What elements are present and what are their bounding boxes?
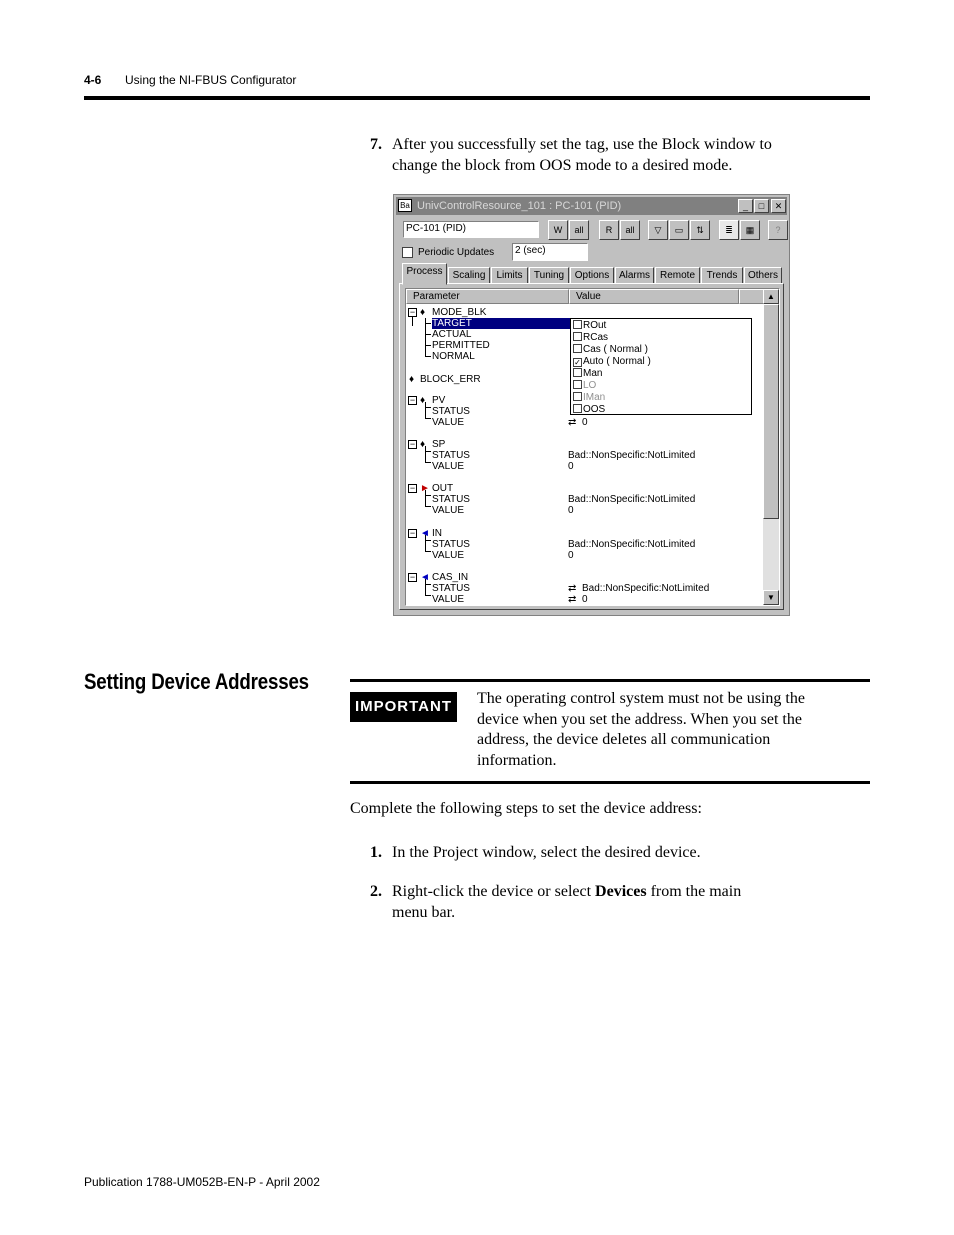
publication-footer: Publication 1788-UM052B-EN-P - April 2002 bbox=[84, 1175, 320, 1189]
pv-icon: ♦ bbox=[420, 395, 426, 406]
tree-branch bbox=[425, 579, 431, 596]
param-row[interactable]: NORMAL bbox=[432, 351, 475, 362]
tab-options[interactable]: Options bbox=[570, 267, 614, 284]
param-row-selected[interactable]: TARGET bbox=[432, 318, 571, 329]
important-text bbox=[477, 689, 869, 771]
value-cell[interactable]: Bad::NonSpecific:NotLimited bbox=[568, 539, 696, 550]
mode-target-dropdown[interactable] bbox=[570, 318, 752, 415]
sp-icon: ♦ bbox=[420, 439, 426, 450]
mode-option-cas[interactable] bbox=[573, 344, 648, 355]
app-icon: Ba bbox=[398, 199, 412, 212]
step-text: In the Project window, select the desired device. bbox=[392, 844, 701, 861]
periodic-interval-value: 2 (sec) bbox=[515, 245, 546, 256]
param-row[interactable]: STATUS bbox=[432, 583, 470, 594]
tree-branch bbox=[425, 346, 431, 357]
periodic-updates-label: Periodic Updates bbox=[418, 247, 495, 258]
mode-option-iman bbox=[573, 392, 605, 403]
tab-tuning[interactable]: Tuning bbox=[529, 267, 569, 284]
important-line: device when you set the address. When you set the bbox=[477, 710, 802, 728]
list-view-icon[interactable]: ≣ bbox=[719, 220, 739, 240]
tab-scaling[interactable]: Scaling bbox=[448, 267, 490, 284]
param-row[interactable]: STATUS bbox=[432, 450, 470, 461]
collapse-icon[interactable]: − bbox=[409, 307, 416, 317]
sort-icon[interactable]: ⇅ bbox=[690, 220, 710, 240]
tree-branch bbox=[425, 446, 431, 463]
step-text-line-2: change the block from OOS mode to a desired mode. bbox=[392, 157, 733, 174]
mode-option-label: IMan bbox=[583, 392, 606, 403]
important-badge: IMPORTANT bbox=[350, 692, 457, 722]
column-header-value[interactable]: Value bbox=[569, 289, 739, 304]
tab-remote[interactable]: Remote bbox=[655, 267, 700, 284]
tree-branch bbox=[425, 402, 431, 419]
value-cell[interactable]: Bad::NonSpecific:NotLimited bbox=[568, 494, 696, 505]
value-cell[interactable]: 0 bbox=[582, 594, 588, 605]
param-row[interactable]: IN bbox=[432, 528, 442, 539]
step-text-pre: Right-click the device or select bbox=[392, 883, 596, 900]
step-number: 7. bbox=[370, 136, 382, 153]
param-row[interactable]: MODE_BLK bbox=[432, 307, 487, 318]
tab-process[interactable]: Process bbox=[402, 263, 447, 285]
refresh-icon: ⇄ bbox=[568, 583, 577, 594]
mode-option-lo bbox=[573, 380, 596, 391]
param-row[interactable]: VALUE bbox=[432, 417, 465, 428]
mode-option-label: Cas ( Normal ) bbox=[583, 344, 649, 355]
important-line: The operating control system must not be using the bbox=[477, 690, 805, 707]
mode-option-man[interactable] bbox=[573, 368, 602, 379]
step-text-post: from the main bbox=[646, 883, 742, 900]
devices-menu-term: Devices bbox=[595, 883, 647, 900]
checkbox-icon[interactable] bbox=[573, 332, 582, 341]
scroll-down-icon[interactable]: ▼ bbox=[763, 590, 779, 605]
header-rule bbox=[84, 96, 870, 100]
param-row[interactable]: VALUE bbox=[432, 594, 465, 605]
tab-alarms[interactable]: Alarms bbox=[615, 267, 654, 284]
step-number: 2. bbox=[370, 883, 382, 900]
minimize-button[interactable]: _ bbox=[738, 199, 753, 213]
collapse-icon[interactable]: − bbox=[409, 395, 416, 405]
scroll-up-icon[interactable]: ▲ bbox=[763, 289, 779, 304]
value-cell[interactable]: 0 bbox=[568, 550, 574, 561]
mode-option-rout[interactable] bbox=[573, 320, 606, 331]
value-cell[interactable]: Bad::NonSpecific:NotLimited bbox=[582, 583, 710, 594]
column-header-parameter[interactable]: Parameter bbox=[406, 289, 569, 304]
tab-limits[interactable]: Limits bbox=[491, 267, 528, 284]
param-row[interactable]: BLOCK_ERR bbox=[420, 374, 481, 385]
value-cell[interactable]: 0 bbox=[568, 461, 574, 472]
param-row[interactable]: OUT bbox=[432, 483, 454, 494]
step-text-line-1: After you successfully set the tag, use the Block window to bbox=[392, 136, 772, 153]
section-title: Using the NI-FBUS Configurator bbox=[125, 73, 297, 87]
param-row[interactable]: CAS_IN bbox=[432, 572, 469, 583]
read-all-icon[interactable]: all bbox=[620, 220, 640, 240]
collapse-icon[interactable]: − bbox=[409, 528, 416, 538]
mode-option-label: RCas bbox=[583, 332, 609, 343]
step-number: 1. bbox=[370, 844, 382, 861]
step-7 bbox=[370, 134, 840, 178]
value-cell[interactable]: 0 bbox=[582, 417, 588, 428]
block-name-field[interactable]: PC-101 (PID) bbox=[403, 221, 539, 238]
block-err-icon: ♦ bbox=[409, 374, 415, 385]
param-row[interactable]: SP bbox=[432, 439, 446, 450]
mode-option-label: Auto ( Normal ) bbox=[583, 356, 651, 367]
important-line: address, the device deletes all communication bbox=[477, 731, 771, 748]
scroll-thumb[interactable] bbox=[763, 304, 779, 519]
param-row[interactable]: PERMITTED bbox=[432, 340, 490, 351]
output-arrow-icon: ► bbox=[420, 483, 430, 494]
mode-blk-icon: ♦ bbox=[420, 307, 426, 318]
step-text-line-1 bbox=[392, 881, 741, 902]
open-folder-icon[interactable]: ▭ bbox=[669, 220, 689, 240]
filter-icon[interactable]: ▽ bbox=[648, 220, 668, 240]
tree-branch bbox=[425, 490, 431, 507]
mode-option-rcas[interactable] bbox=[573, 332, 608, 343]
running-header bbox=[84, 73, 297, 87]
periodic-updates-checkbox[interactable] bbox=[402, 247, 413, 258]
important-top-rule bbox=[350, 679, 870, 682]
tab-trends[interactable]: Trends bbox=[701, 267, 743, 284]
column-header-blank bbox=[739, 289, 765, 304]
checkbox-icon bbox=[573, 380, 582, 389]
mode-option-label: ROut bbox=[583, 320, 607, 331]
maximize-button[interactable]: □ bbox=[754, 199, 769, 213]
intro-paragraph: Complete the following steps to set the device address: bbox=[350, 800, 702, 817]
checkbox-icon[interactable] bbox=[573, 368, 582, 377]
value-cell[interactable]: 0 bbox=[568, 505, 574, 516]
parameter-grid bbox=[405, 288, 780, 606]
checkmark-icon[interactable]: ✓ bbox=[574, 358, 581, 367]
input-arrow-icon: ◄ bbox=[420, 572, 430, 583]
input-arrow-icon: ◄ bbox=[420, 528, 430, 539]
refresh-icon: ⇄ bbox=[568, 417, 577, 428]
tab-others[interactable]: Others bbox=[744, 267, 782, 284]
value-cell[interactable]: Bad::NonSpecific:NotLimited bbox=[568, 450, 696, 461]
read-icon[interactable]: R bbox=[599, 220, 619, 240]
checkbox-icon[interactable] bbox=[573, 320, 582, 329]
close-button[interactable]: ✕ bbox=[771, 199, 786, 213]
step-text-line-2: menu bar. bbox=[392, 904, 456, 921]
important-line: information. bbox=[477, 751, 557, 769]
collapse-icon[interactable]: − bbox=[409, 439, 416, 449]
tree-branch bbox=[425, 329, 431, 335]
checkbox-icon[interactable] bbox=[573, 404, 582, 413]
param-row[interactable]: ACTUAL bbox=[432, 329, 472, 340]
page-number: 4-6 bbox=[84, 73, 102, 87]
mode-option-oos[interactable] bbox=[573, 404, 605, 415]
write-all-icon[interactable]: all bbox=[569, 220, 589, 240]
step-2 bbox=[370, 881, 840, 925]
param-row[interactable]: STATUS bbox=[432, 494, 470, 505]
param-row[interactable]: STATUS bbox=[432, 539, 470, 550]
mode-option-auto[interactable] bbox=[573, 356, 651, 367]
vertical-scrollbar[interactable] bbox=[763, 289, 779, 605]
help-icon[interactable]: ? bbox=[768, 220, 788, 240]
collapse-icon[interactable]: − bbox=[409, 483, 416, 493]
important-bottom-rule bbox=[350, 781, 870, 784]
mode-option-label: Man bbox=[583, 368, 603, 379]
tree-branch bbox=[425, 535, 431, 552]
param-row[interactable]: PV bbox=[432, 395, 446, 406]
checkbox-icon bbox=[573, 392, 582, 401]
window-title: UnivControlResource_101 : PC-101 (PID) bbox=[417, 200, 622, 212]
param-row[interactable]: VALUE bbox=[432, 505, 465, 516]
write-icon[interactable]: W bbox=[548, 220, 568, 240]
detail-view-icon[interactable]: ▦ bbox=[740, 220, 760, 240]
mode-option-label: OOS bbox=[583, 404, 606, 415]
mode-option-label: LO bbox=[583, 380, 597, 391]
param-row[interactable]: VALUE bbox=[432, 461, 465, 472]
section-heading: Setting Device Addresses bbox=[84, 669, 309, 694]
refresh-icon: ⇄ bbox=[568, 594, 577, 605]
step-1 bbox=[370, 842, 840, 864]
param-row[interactable]: VALUE bbox=[432, 550, 465, 561]
checkbox-icon[interactable] bbox=[573, 344, 582, 353]
param-row[interactable]: STATUS bbox=[432, 406, 470, 417]
title-bar bbox=[396, 197, 787, 215]
periodic-interval-field[interactable] bbox=[512, 243, 588, 261]
tree-line bbox=[412, 317, 413, 326]
block-window bbox=[393, 194, 790, 616]
collapse-icon[interactable]: − bbox=[409, 572, 416, 582]
